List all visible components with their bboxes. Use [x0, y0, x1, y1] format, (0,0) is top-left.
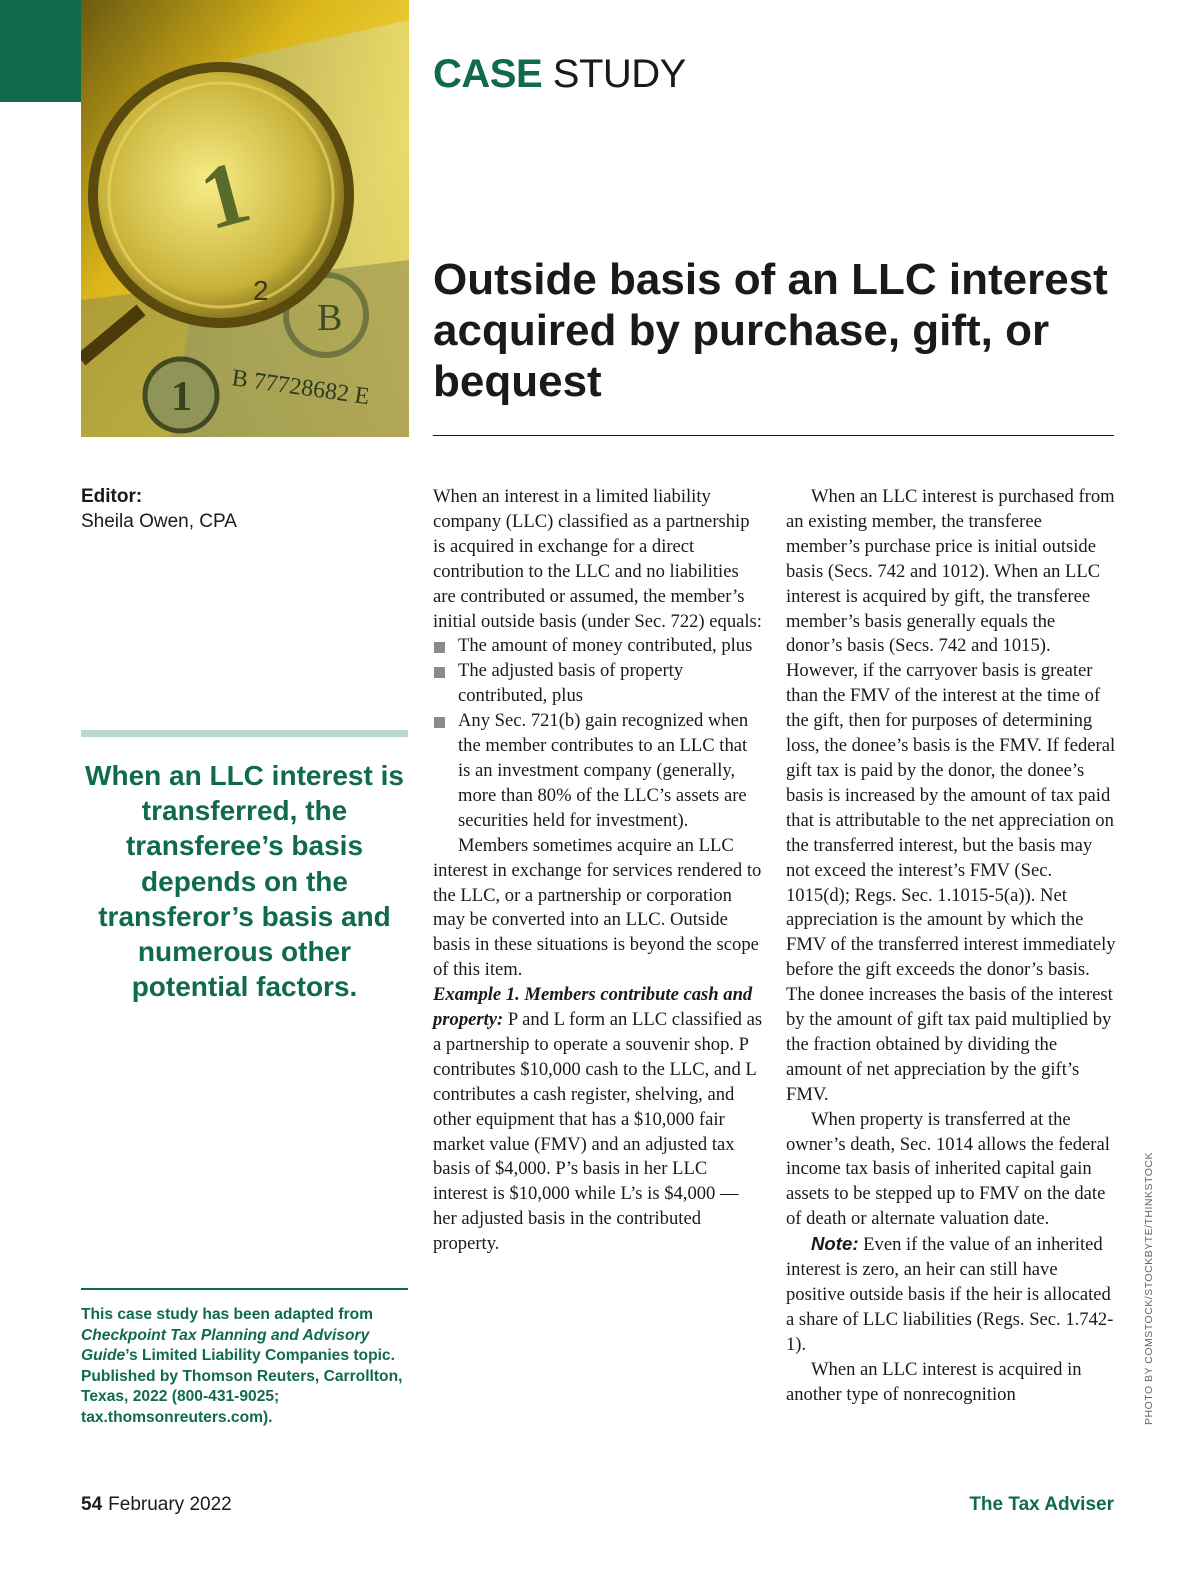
body-column-2 [786, 485, 1116, 1408]
bullet-item: The adjusted basis of property contributed, plus [433, 659, 763, 709]
issue-date: February 2022 [108, 1494, 232, 1515]
source-note [81, 1305, 408, 1429]
bill-corner-one: 1 [171, 374, 192, 420]
editor-label: Editor: [81, 486, 143, 507]
note-body: Even if the value of an inherited interest is zero, an heir can still have positive outside basis if the heir is allocated a share of LLC liabilities (Regs. Sec. 1.742-1). [786, 1234, 1114, 1355]
article-title: Outside basis of an LLC interest acquired by purchase, gift, or bequest [433, 255, 1108, 406]
purchase-gift-paragraph: When an LLC interest is purchased from an existing member, the transferee member’s purchase price is initial outside basis (Secs. 742 and 1012). When an LLC interest is acquired by gift, the transferee member’s basis generally equals the donor’s basis (Secs. 742 and 1015). However, if the carryover basis is greater than the FMV of the interest at the time of the gift, then for purposes of determining loss, the donee’s basis is the FMV. If federal gift tax is paid by the donor, the donee’s basis is increased by the amount of tax paid that is attributable to the net appreciation on the transferred interest, but the basis may not exceed the interest’s FMV (Sec. 1015(d); Regs. Sec. 1.1015-5(a)). Net appreciation is the amount by which the FMV of the transferred interest immediately before the gift exceeds the donor’s basis. The donee increases the basis of the interest by the amount of gift tax paid multiplied by the fraction obtained by dividing the amount of net appreciation by the gift’s FMV. [786, 486, 1116, 1105]
source-note-text-2: ’s Limited Liability Companies topic. Published by Thomson Reuters, Carrollton, Texas, 2022 (800-431-9025; tax.thomsonreuters.com). [81, 1347, 403, 1426]
green-corner-tab [0, 0, 81, 102]
bill-serial-number: B 77728682 E [230, 365, 372, 411]
section-kicker [433, 52, 686, 97]
title-divider [433, 435, 1114, 436]
pullquote-rule [81, 730, 408, 737]
example-1-body: P and L form an LLC classified as a partnership to operate a souvenir shop. P contributes $10,000 cash to the LLC, and L contributes a cash register, shelving, and other equipment that has a $10,000 fair market value (FMV) and an adjusted tax basis of $4,000. P’s basis in her LLC interest is $10,000 while L’s is $4,000 — her adjusted basis in the contributed property. [433, 1009, 763, 1255]
example-1-heading: Example 1. Members contribute cash and property: [433, 984, 753, 1031]
editor-name: Sheila Owen, CPA [81, 511, 237, 532]
basis-components-list [433, 634, 763, 833]
intro-paragraph: When an interest in a limited liability company (LLC) classified as a partnership is acquired in exchange for a direct contribution to the LLC and no liabilities are contributed or assumed, the member’s initial outside basis (under Sec. 722) equals: [433, 486, 762, 632]
magnified-one: 1 [190, 142, 260, 250]
kicker-case: CASE [433, 52, 543, 96]
pullquote: When an LLC interest is transferred, the transferee’s basis depends on the transferor’s basis and numerous other potential factors. [85, 760, 404, 1003]
bullet-item: Any Sec. 721(b) gain recognized when the member contributes to an LLC that is an investment company (generally, more than 80% of the LLC’s assets are securities held for investment). [433, 709, 763, 834]
source-note-rule [81, 1288, 408, 1290]
note-label: Note: [811, 1233, 859, 1255]
magnifying-glass-dollar-photo [81, 0, 409, 437]
note-paragraph [786, 1232, 1116, 1358]
kicker-study: STUDY [552, 52, 686, 96]
source-note-text-1: This case study has been adapted from [81, 1306, 374, 1323]
bequest-paragraph: When property is transferred at the owner’s death, Sec. 1014 allows the federal income tax basis of inherited capital gain assets to be stepped up to FMV on the date of death or alternate valuation date. [786, 1108, 1110, 1230]
services-paragraph: Members sometimes acquire an LLC interest in exchange for services rendered to the LLC, or a partnership or corporation may be converted into an LLC. Outside basis in these situations is beyond the scope of this item. [433, 834, 762, 981]
source-note-guide-title: Checkpoint Tax Planning and Advisory Guide [81, 1326, 370, 1365]
magnified-digit: 2 [253, 275, 269, 306]
photo-credit: PHOTO BY COMSTOCK/STOCKBYTE/THINKSTOCK [1143, 1152, 1155, 1425]
editor-credit [81, 484, 237, 534]
body-column-1 [433, 485, 763, 1257]
page-number: 54 [81, 1494, 103, 1515]
bullet-item: The amount of money contributed, plus [433, 634, 763, 659]
nonrecognition-paragraph: When an LLC interest is acquired in another type of nonrecognition [786, 1358, 1082, 1405]
page-footer-left [81, 1494, 232, 1516]
example-1 [433, 983, 763, 1257]
bill-seal-letter: B [317, 297, 343, 339]
publication-name: The Tax Adviser [969, 1494, 1114, 1515]
